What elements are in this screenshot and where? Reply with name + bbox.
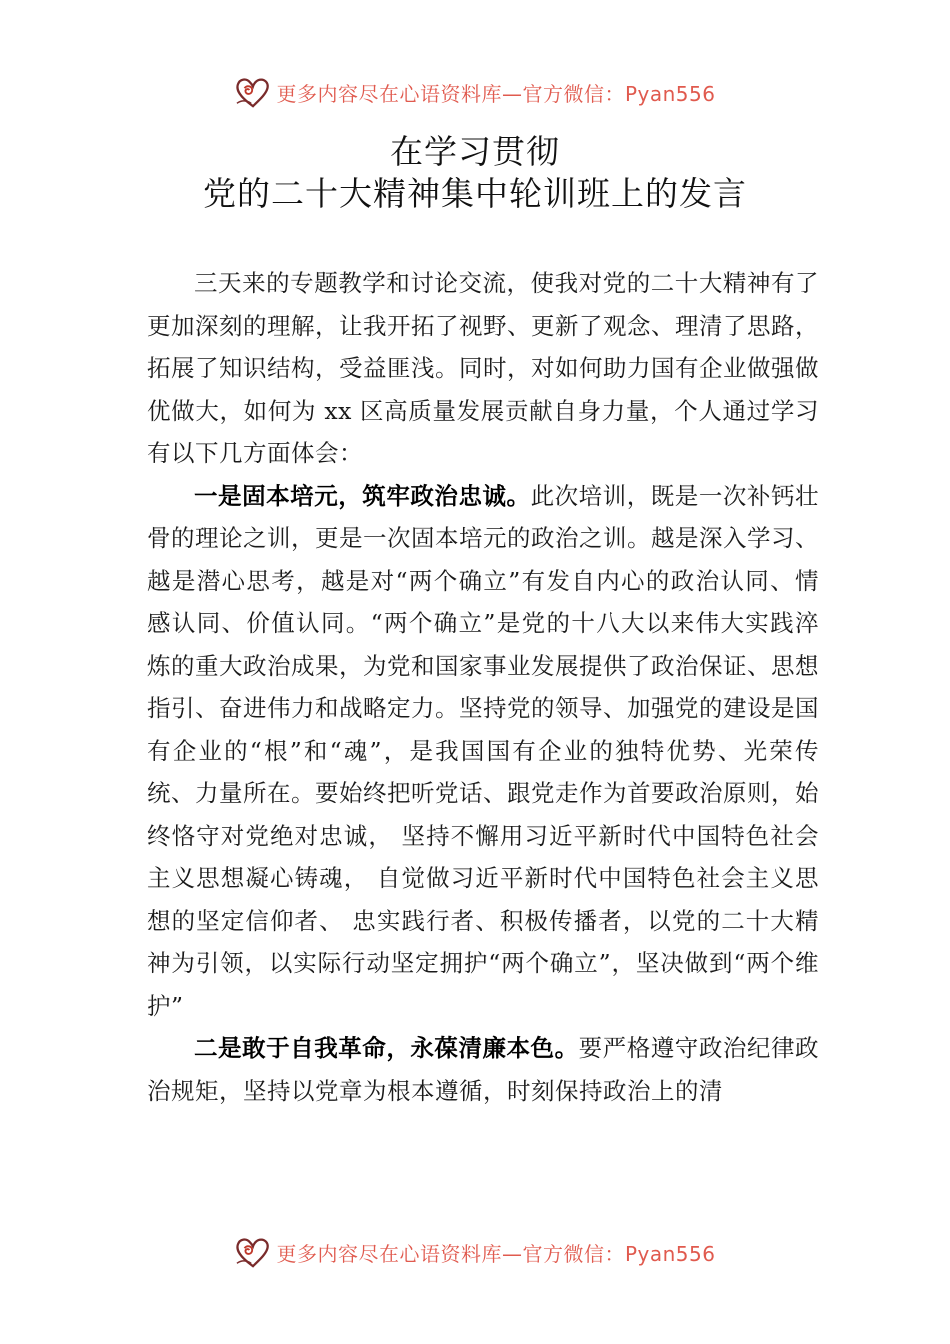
footer-banner <box>0 1232 950 1272</box>
paragraph-lead: 二是敢于自我革命，永葆清廉本色。 <box>194 1034 579 1062</box>
banner-slogan: 更多内容尽在心语资料库—官方微信：Pyan556 <box>276 1241 716 1266</box>
paragraph-text: 三天来的专题教学和讨论交流，使我对党的二十大精神有了更加深刻的理解，让我开拓了视野、更新了观念、理清了思路，拓展了知识结构，受益匪浅。同时，对如何助力国有企业做强做优做大，如何为 xx 区高质量发展贡献自身力量，个人通过学习有以下几方面体会： <box>147 269 819 467</box>
paragraph-text: 此次培训，既是一次补钙壮骨的理论之训，更是一次固本培元的政治之训。越是深入学习、越是潜心思考，越是对“两个确立”有发自内心的政治认同、情感认同、价值认同。“两个确立”是党的十八大以来伟大实践淬炼的重大政治成果，为党和国家事业发展提供了政治保证、思想指引、奋进伟力和战略定力。坚持党的领导、加强党的建设是国有企业的“根”和“魂”，是我国国有企业的独特优势、光荣传统、力量所在。要始终把听党话、跟党走作为首要政治原则，始终恪守对党绝对忠诚， 坚持不懈用习近平新时代中国特色社会主义思想凝心铸魂， 自觉做习近平新时代中国特色社会主义思想的坚定信仰者、 忠实践行者、积极传播者，以党的二十大精神为引领，以实际行动坚定拥护“两个确立”，坚决做到“两个维护” <box>147 481 820 1020</box>
heart-swirl-logo-icon <box>234 1235 272 1269</box>
document-title-line1: 在学习贯彻 <box>390 132 560 171</box>
heart-swirl-logo-icon <box>234 75 272 109</box>
paragraph-text: 要严格遵守政治纪律政治规矩，坚持以党章为根本遵循，时刻保持政治上的清 <box>147 1034 820 1105</box>
paragraph-intro <box>147 262 819 475</box>
document-body <box>147 262 819 1112</box>
document-title-line2: 党的二十大精神集中轮训班上的发言 <box>203 174 747 213</box>
paragraph-point-two <box>147 1027 819 1112</box>
paragraph-lead: 一是固本培元，筑牢政治忠诚。 <box>194 481 531 510</box>
header-banner <box>0 72 950 112</box>
banner-slogan: 更多内容尽在心语资料库—官方微信：Pyan556 <box>276 81 716 106</box>
paragraph-point-one <box>147 475 819 1028</box>
